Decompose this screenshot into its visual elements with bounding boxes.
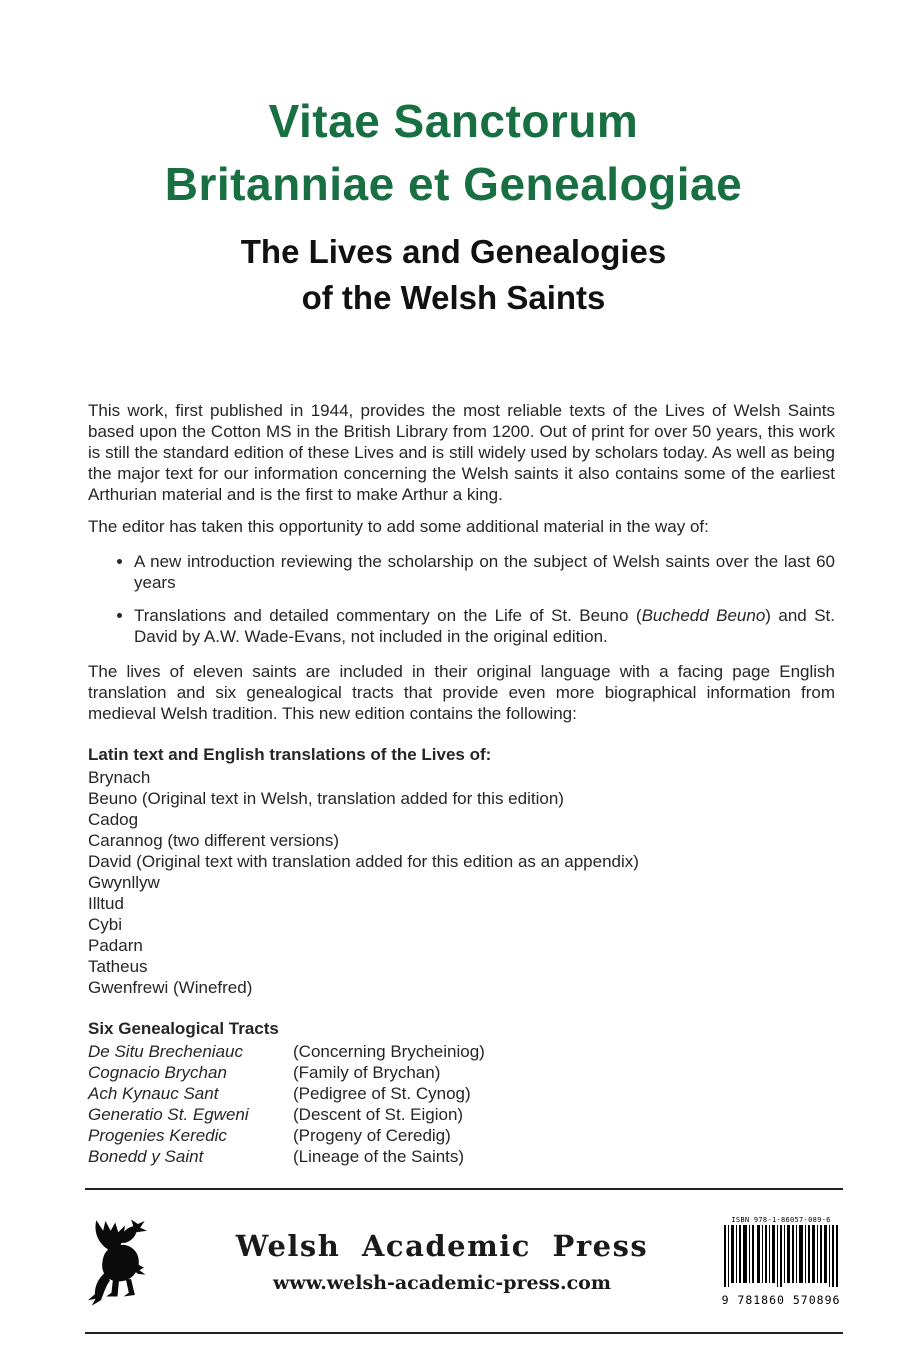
bullet-item-introduction-text: A new introduction reviewing the scholarship on the subject of Welsh saints over the last 60 years (134, 552, 835, 593)
blurb-paragraph-2: The editor has taken this opportunity to add some additional material in the way of: (88, 517, 709, 537)
tract-latin-title: Bonedd y Saint (88, 1147, 204, 1167)
life-item: Brynach (88, 768, 151, 788)
life-item: David (Original text with translation added for this edition as an appendix) (88, 852, 639, 872)
publisher-footer (85, 1188, 843, 1334)
lives-heading: Latin text and English translations of the Lives of: (88, 745, 492, 765)
tracts-table (88, 1041, 485, 1167)
life-item: Padarn (88, 936, 143, 956)
bullet-item-translations-post: ) and St. David by A.W. Wade-Evans, not included in the original edition. (134, 606, 835, 647)
life-item: Tatheus (88, 957, 148, 977)
ean-number: 9 781860 570896 (721, 1292, 841, 1307)
tract-english-title: (Progeny of Ceredig) (293, 1126, 451, 1146)
bullet-item-translations-pre: Translations and detailed commentary on the Life of St. Beuno ( (134, 606, 642, 626)
tract-english-title: (Family of Brychan) (293, 1063, 441, 1083)
life-item: Cybi (88, 915, 123, 935)
blurb-paragraph-3: The lives of eleven saints are included in their original language with a facing page English translation and six genealogical tracts that provide even more biographical information from medieval Welsh tradition. This new edition contains the following: (88, 662, 835, 724)
tract-english-title: (Concerning Brycheiniog) (293, 1042, 485, 1062)
book-title-line2: Britanniae et Genealogiae (164, 157, 743, 210)
tract-english-title: (Lineage of the Saints) (293, 1147, 465, 1167)
book-subtitle-line2: of the Welsh Saints (301, 278, 606, 316)
tract-row (88, 1104, 485, 1125)
tract-english-title: (Pedigree of St. Cynog) (293, 1084, 471, 1104)
tracts-heading: Six Genealogical Tracts (88, 1019, 279, 1039)
bullet-item-introduction (134, 551, 835, 593)
book-title-line1: Vitae Sanctorum (268, 95, 639, 147)
bullet-item-translations-italic: Buchedd Beuno (641, 606, 766, 626)
tract-latin-title: Generatio St. Egweni (88, 1105, 249, 1125)
blurb-paragraph-1: This work, first published in 1944, provides the most reliable texts of the Lives of Welsh Saints based upon the Cotton MS in the British Library from 1200. Out of print for over 50 years, this work is still the standard edition of these Lives and is still widely used by scholars today. As well as being the major text for our information concerning the Welsh saints it also contains some of the earliest Arthurian material and is the first to make Arthur a king. (88, 401, 835, 505)
life-item: Gwynllyw (88, 873, 160, 893)
tract-row (88, 1062, 485, 1083)
tract-latin-title: De Situ Brecheniauc (88, 1042, 243, 1062)
book-title (0, 90, 907, 215)
life-item: Gwenfrewi (Winefred) (88, 978, 253, 998)
book-subtitle (0, 229, 907, 320)
publisher-name: Welsh Academic Press (235, 1228, 649, 1263)
title-block (0, 0, 907, 320)
tract-row (88, 1125, 485, 1146)
barcode (724, 1225, 838, 1287)
lives-list (88, 767, 835, 998)
isbn-label: ISBN 978-1-86057-089-6 (731, 1215, 831, 1224)
publisher-website: www.welsh-academic-press.com (273, 1271, 611, 1294)
tract-row (88, 1083, 485, 1104)
isbn-barcode-block (719, 1216, 843, 1307)
bullet-item-translations (134, 605, 835, 647)
blurb-body (0, 400, 907, 1167)
tract-latin-title: Ach Kynauc Sant (88, 1084, 219, 1104)
publisher-block (165, 1229, 719, 1294)
tract-row (88, 1041, 485, 1062)
tract-latin-title: Cognacio Brychan (88, 1063, 227, 1083)
tract-latin-title: Progenies Keredic (88, 1126, 227, 1146)
tract-english-title: (Descent of St. Eigion) (293, 1105, 464, 1125)
tract-row (88, 1146, 485, 1167)
life-item: Carannog (two different versions) (88, 831, 340, 851)
welsh-dragon-logo (85, 1210, 165, 1312)
book-subtitle-line1: The Lives and Genealogies (240, 233, 667, 271)
life-item: Illtud (88, 894, 124, 914)
additions-bullet-list (88, 551, 835, 647)
life-item: Cadog (88, 810, 139, 830)
life-item: Beuno (Original text in Welsh, translation added for this edition) (88, 789, 564, 809)
